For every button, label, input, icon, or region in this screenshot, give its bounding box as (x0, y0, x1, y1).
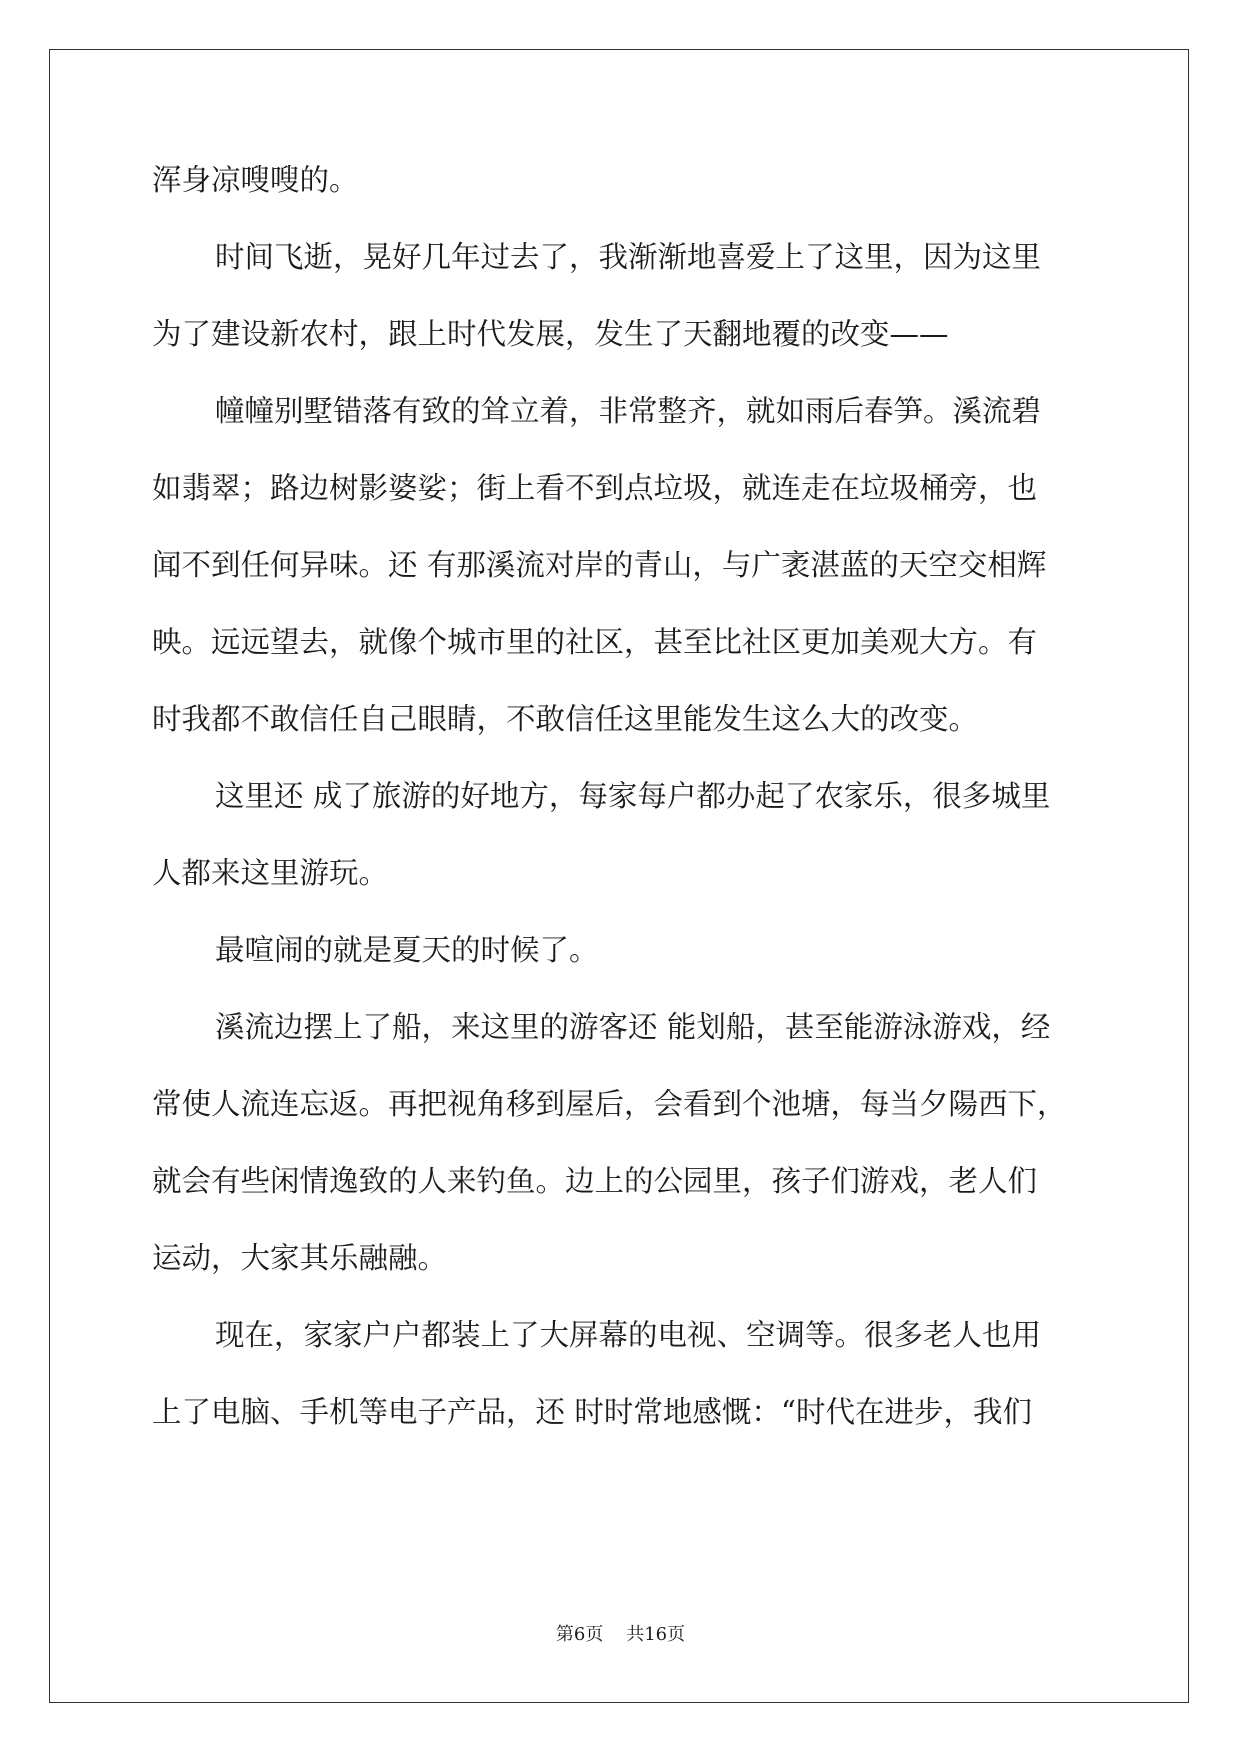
text-line-4: 幢幢别墅错落有致的耸立着，非常整齐，就如雨后春笋。溪流碧 (215, 394, 1042, 428)
text-line-2: 时间飞逝，晃好几年过去了，我渐渐地喜爱上了这里，因为这里 (215, 240, 1042, 274)
body-text (152, 150, 1096, 1459)
text-line-16: 现在，家家户户都装上了大屏幕的电视、空调等。很多老人也用 (215, 1318, 1042, 1352)
text-line-8: 时我都不敢信任自己眼睛，不敢信任这里能发生这么大的改变。 (152, 702, 979, 736)
text-line-15: 运动，大家其乐融融。 (152, 1241, 448, 1275)
text-line-6: 闻不到任何异味。还 有那溪流对岸的青山，与广袤湛蓝的天空交相辉 (152, 548, 1047, 582)
text-line-17: 上了电脑、手机等电子产品，还 时时常地感慨：“时代在进步，我们 (152, 1395, 1032, 1429)
text-line-3: 为了建设新农村，跟上时代发展，发生了天翻地覆的改变—— (152, 317, 949, 351)
text-line-12: 溪流边摆上了船，来这里的游客还 能划船，甚至能游泳游戏，经 (215, 1010, 1051, 1044)
page-number: 第6页 (555, 1624, 604, 1645)
page-footer (0, 1620, 1241, 1646)
page-total: 共16页 (626, 1624, 686, 1645)
text-line-5: 如翡翠；路边树影婆娑；街上看不到点垃圾，就连走在垃圾桶旁，也 (152, 471, 1038, 505)
text-line-11: 最喧闹的就是夏天的时候了。 (215, 933, 599, 967)
text-line-13: 常使人流连忘返。再把视角移到屋后，会看到个池塘，每当夕陽西下， (152, 1087, 1067, 1121)
text-line-9: 这里还 成了旅游的好地方，每家每户都办起了农家乐，很多城里 (215, 779, 1051, 813)
text-line-7: 映。远远望去，就像个城市里的社区，甚至比社区更加美观大方。有 (152, 625, 1038, 659)
text-line-10: 人都来这里游玩。 (152, 856, 389, 890)
text-line-14: 就会有些闲情逸致的人来钓鱼。边上的公园里，孩子们游戏，老人们 (152, 1164, 1038, 1198)
text-line-1: 浑身凉嗖嗖的。 (152, 163, 359, 197)
